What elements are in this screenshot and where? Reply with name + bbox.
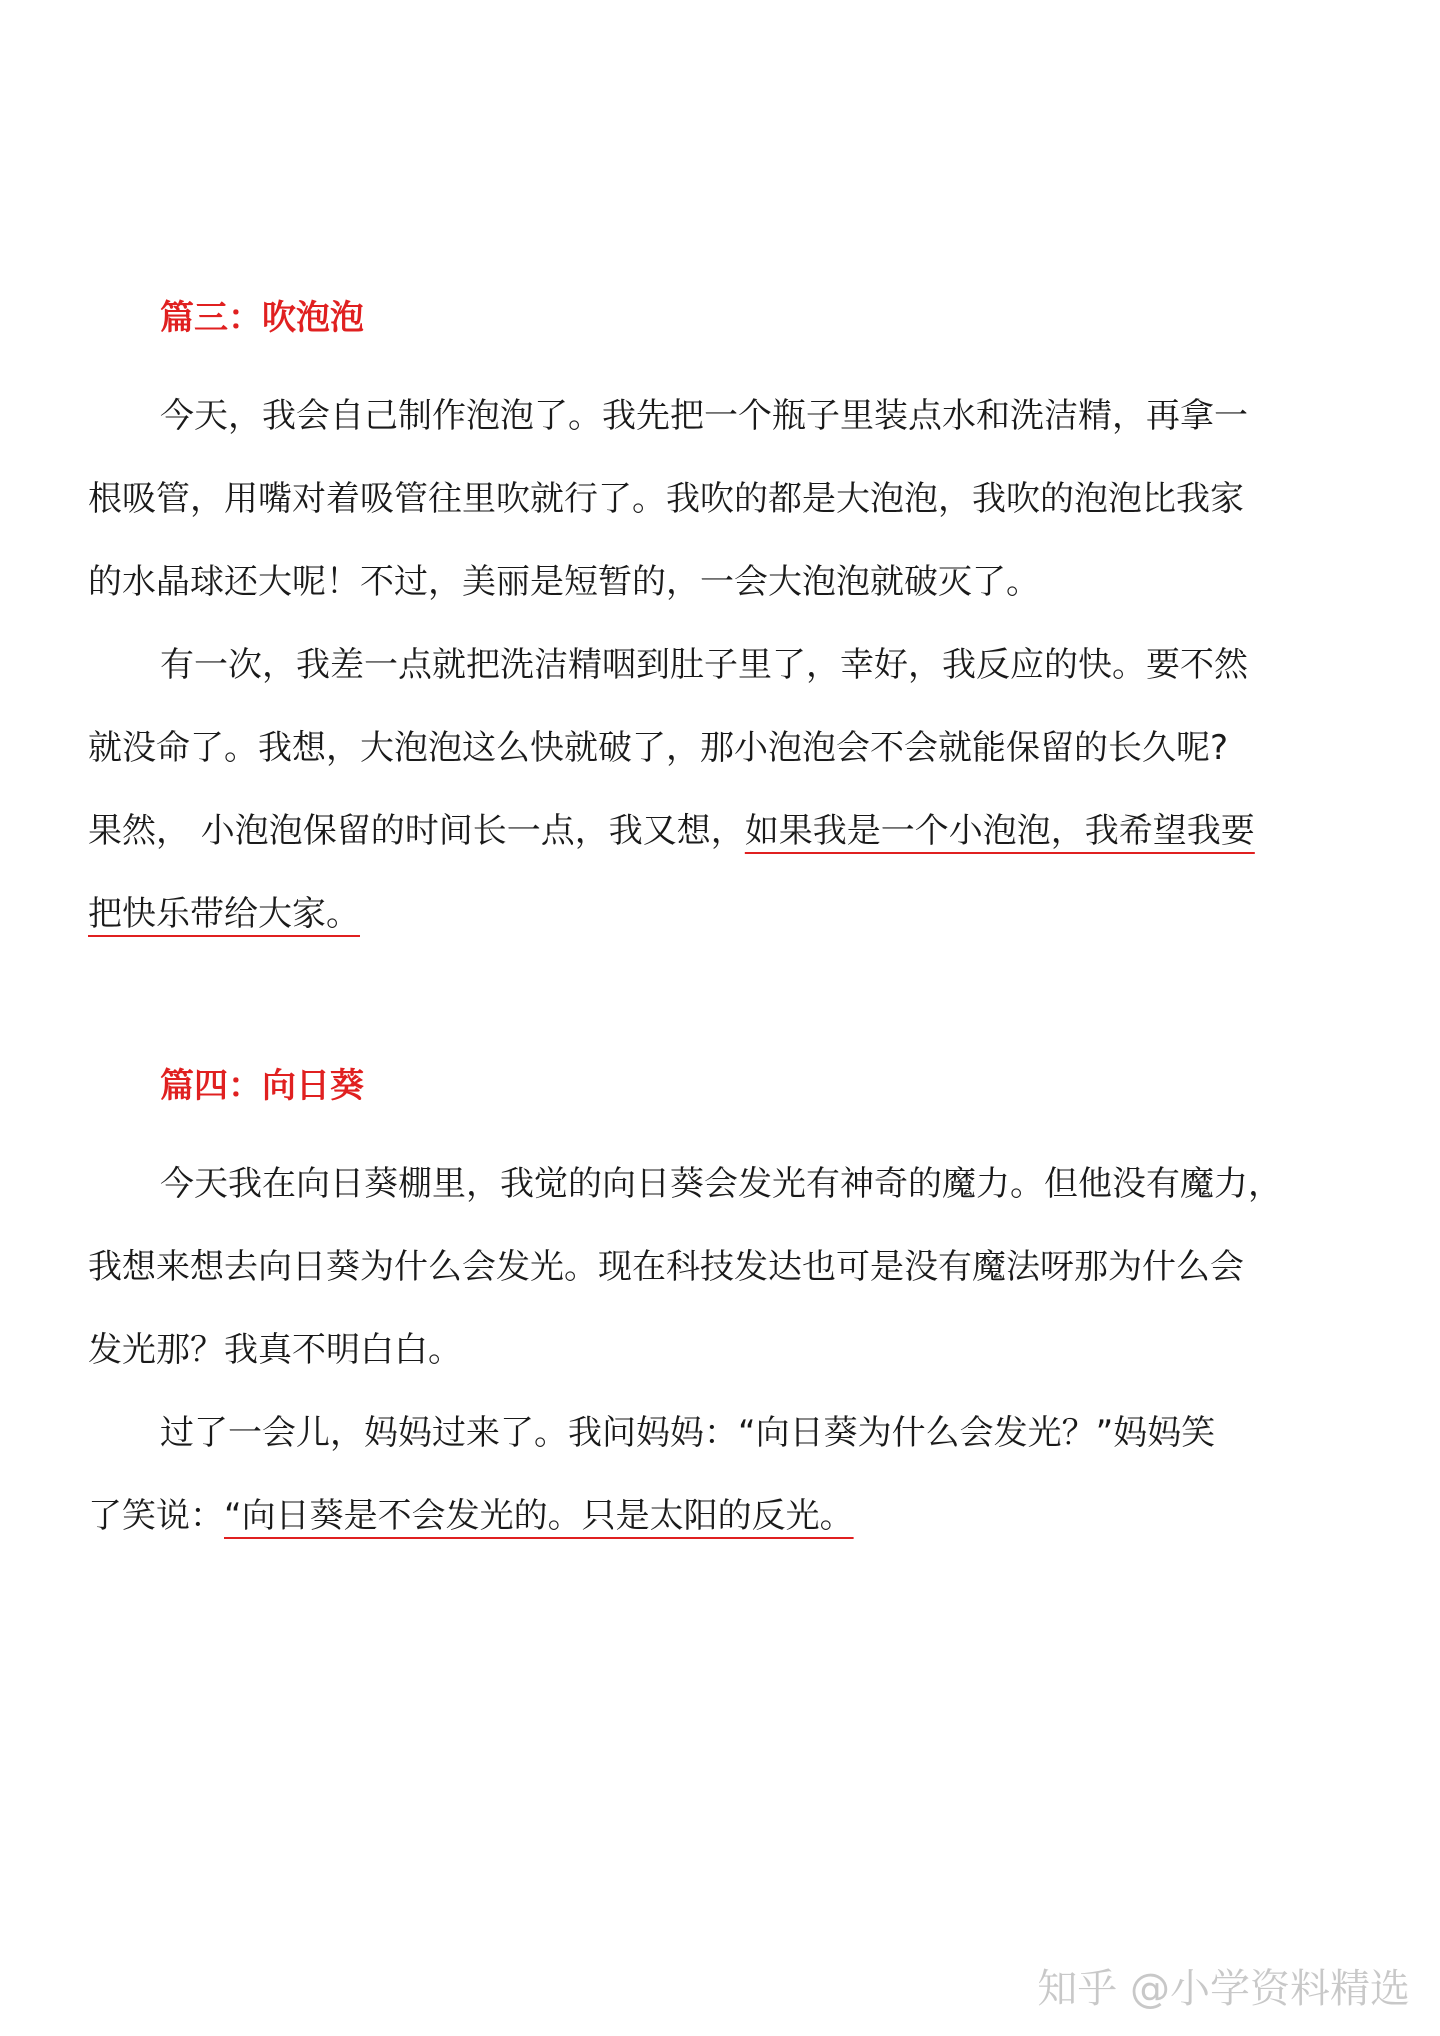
text-line: 的水晶球还大呢！不过，美丽是短暂的，一会大泡泡就破灭了。 bbox=[88, 562, 1040, 602]
plain-text: 果然， 小泡泡保留的时间长一点，我又想， bbox=[88, 811, 745, 851]
paragraph bbox=[88, 1143, 1348, 1392]
section-sunflower bbox=[88, 1063, 1348, 1558]
text-line: 有一次，我差一点就把洗洁精咽到肚子里了，幸好，我反应的快。要不然 bbox=[160, 645, 1248, 685]
text-line: 今天我在向日葵棚里，我觉的向日葵会发光有神奇的魔力。但他没有魔力， bbox=[160, 1164, 1282, 1204]
text-line: 过了一会儿，妈妈过来了。我问妈妈：“向日葵为什么会发光？”妈妈笑 bbox=[160, 1413, 1216, 1453]
text-line bbox=[88, 1475, 1348, 1558]
section-title: 篇三：吹泡泡 bbox=[160, 298, 364, 338]
plain-text: 了笑说： bbox=[88, 1496, 224, 1536]
text-line: 根吸管，用嘴对着吸管往里吹就行了。我吹的都是大泡泡，我吹的泡泡比我家 bbox=[88, 479, 1244, 519]
underlined-text: 把快乐带给大家。 bbox=[88, 894, 360, 934]
section-title: 篇四：向日葵 bbox=[160, 1066, 364, 1106]
section-bubbles bbox=[88, 295, 1348, 956]
text-line: 就没命了。我想，大泡泡这么快就破了，那小泡泡会不会就能保留的长久呢? bbox=[88, 728, 1229, 768]
paragraph bbox=[88, 1392, 1348, 1558]
text-line: 我想来想去向日葵为什么会发光。现在科技发达也可是没有魔法呀那为什么会 bbox=[88, 1247, 1244, 1287]
paragraph bbox=[88, 624, 1348, 956]
underlined-text: “向日葵是不会发光的。只是太阳的反光。 bbox=[224, 1496, 854, 1536]
text-line: 发光那？我真不明白白。 bbox=[88, 1330, 462, 1370]
text-line bbox=[88, 873, 1348, 956]
underlined-text: 如果我是一个小泡泡，我希望我要 bbox=[744, 811, 1255, 851]
paragraph bbox=[88, 375, 1348, 624]
watermark: 知乎 @小学资料精选 bbox=[1037, 1966, 1410, 2012]
text-line: 今天，我会自己制作泡泡了。我先把一个瓶子里装点水和洗洁精，再拿一 bbox=[160, 396, 1248, 436]
text-line bbox=[88, 790, 1348, 873]
